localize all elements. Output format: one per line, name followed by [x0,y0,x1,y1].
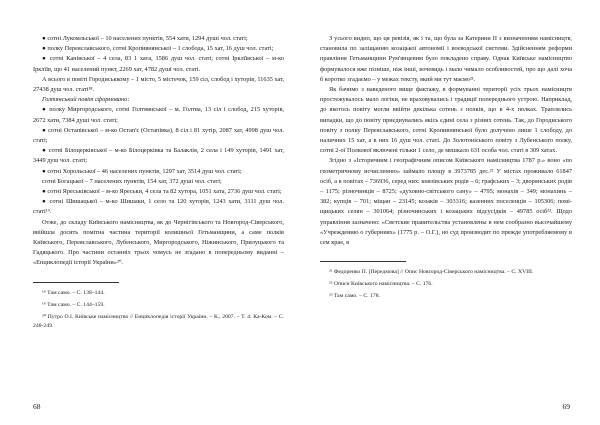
paragraph: ● сотні Канівської – 4 села, 83 1 хата, 1586 душ чол. статі; сотні Ірклїївської – м-ко Ірклїїв, що 41 населений пункт, 2269 хат, 4782 душі чол. статі. [33,55,284,73]
footnote: ²² Описи Київського намісництва. – С. 176. [329,281,433,288]
page-number: 69 [562,402,570,411]
right-page [300,0,600,425]
paragraph: ● полку Миргородського, сотні Голтвянської – м. Голтва, 13 сіл і слобод, 215 хуторів, 2672 хати, 7384 душі чол. статі; [33,106,284,124]
footnote: ²³ Там само. – С. 178. [329,293,380,300]
footnote-divider [320,261,406,262]
paragraph: З усього видно, що ця ревізія, як і та, що була за Катерини II з визначенням намісництв, становила по заліщанню козацької автономії і воєводської системи. Здійсненням реформи правління Гетьманщини Рум'янцевим було покладено справу. Однак Київське намісництво формувалося вже пізніше, ніж інші, вочевидь і мало чимало особливостей, про що далі хоча б коротко згадаємо – у межах тексту, який ми тут маємо²¹. [320,35,572,83]
paragraph: ● сотні Хорольської – 46 населених пунктів, 1297 хат, 3514 душ чол. статі; [42,167,242,175]
left-page-body [33,34,284,269]
paragraph: Згідно з «Історичним і географічним описом Київського намісництва 1787 р.» воно «по геометричному исчисленню» займало площу в 3973785 дес.²² У містах проживало 61847 осіб, а в повітах – 736936, серед них: князівських родів – 6; графських – 3; дворянських родів – 1175; різночинців – 8725; «духовно-світського сану» – 4795; монахів – 349; монахинь – 382; купців – 701; міщан – 23145; козаків – 303316; казенних поселенців – 105306; поміщицьких селян – 301064; різночинських і козацьких підсусідків – 49785 осіб²³. Щодо управління зазначено: «Светские правительства установлены в нем сообразно высочайшему «Учреждению о губерниях» (1775 р. – О.Г.), но суд производит по прежде употребляемому в сем крае, в [320,157,572,247]
paragraph: Отже, до складу Київського намісництва, як до Чернігівського та Новгород-Сіверського, ввійшла досить помітна частина території колишньої Гетьманщини, а саме полків Київського, Переяславського, Лубенського, Миргородського, Ніжинського, Прилуцького та Гадяцького. Про частини останніх трьох чомусь не згадано в попередньому виданні – «Енциклопедії історії України»²⁰. [33,218,284,267]
section-subheading: Голтянський повіт сформовано: [42,96,130,104]
paragraph: ● полку Переяславського, сотні Кропивнянської – 1 слобода, 15 хат, 16 душ чол. статі; [42,45,274,53]
paragraph: ● сотні Лукомльської – 10 населених пунктів, 554 хати, 1294 душі чол. статі; [42,35,248,42]
paragraph: сотні Богацької – 7 населених пунктів, 154 хат, 372 душі чол. статі; [42,177,222,185]
paragraph: ● сотні Остапівської – м-ко Остап'є (Остапівка), 8 сіл і 81 хутір, 2087 хат, 4998 душ чол. статі; [33,126,284,145]
footnote: ²¹ Федоренко П. [Передмова] // Опис Новгород-Сіверського намісництва. – С. XVIII. [329,269,534,276]
paragraph: А всього в повіті Городиськкому – 1 місто, 5 містечок, 159 сіл, слобод і хуторів, 11635 хат, 27438 душ чол. статі¹⁸. [33,75,284,94]
left-footnotes [33,289,284,331]
right-footnotes [320,268,572,301]
footnote: ²⁰ Путро О.І. Київське намісництво // Енциклопедія історії України. – К., 2007. – Т. 4: Ка-Ком. – С. 248-249. [33,313,284,329]
footnote-divider [33,282,119,283]
footnote: ¹⁸ Там само. – С. 138–144. [42,289,105,296]
paragraph: Як бачимо з наведеного вище фактажу, в формуванні території усіх трьох намісництв простежувалось мало логіки, не враховувались і традиції попереднього устрою. Наприклад, до якогось повіту могли ввійти декілька сотень з полків, що в 4-х полках. Траплялись випадки, що до повіту приєднувались якісь єдині села з різних сотень. Так, до Городиського повіту з полку Переяславського, сотні Кропивнянської було долучено лише 1 слободу, до наличних 15 хат, а в них 16 душ чол. статі. До Золотоніського повіту з Лубенського полку, сотні 2-ої Полкової включені тільки 1 село, де мешкало 631 особа чол. статі в 309 хатах. [320,86,572,155]
paragraph: ● сотні Яреськівської – м-ко Яреськи, 4 села та 82 хутора, 1051 хата, 2736 душ чол. статі; [42,188,282,196]
right-page-body [320,34,572,248]
page-number: 68 [33,402,41,411]
paragraph: ● сотні Білоцерківської – м-ко Білоцерківка та Балаклія, 2 села і 149 хуторів, 1491 хат, 3449 душ чол. статі; [33,147,284,165]
paragraph: ● сотні Шишацької – м-ко Шишаки, 1 село та 120 хуторів, 1243 хати, 3111 душ чол. статі¹⁹. [33,198,284,216]
footnote: ¹⁹ Там само. – С. 144–159. [42,301,105,308]
